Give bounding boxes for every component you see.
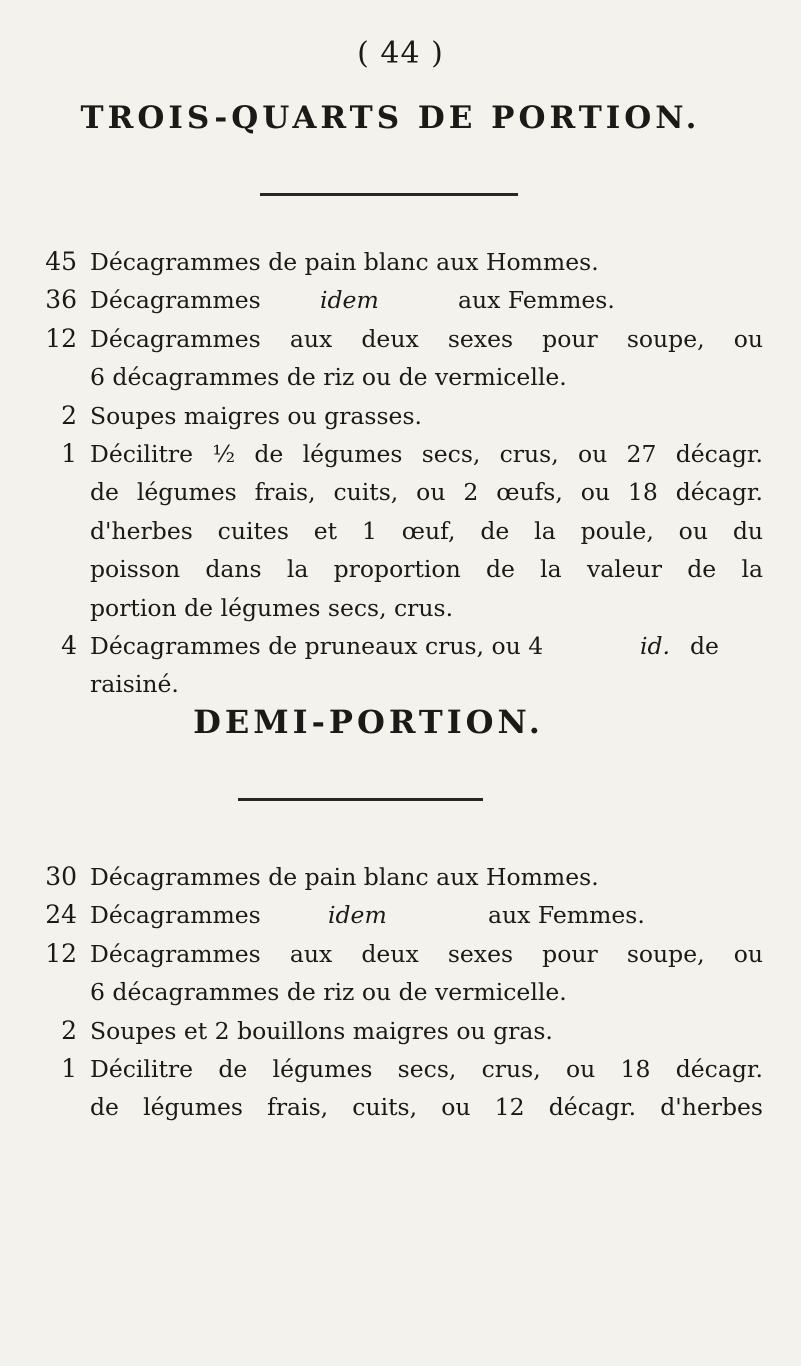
quantity: 36 bbox=[45, 285, 77, 315]
ration-line bbox=[0, 1088, 801, 1126]
ration-line bbox=[0, 243, 801, 281]
ration-text: Soupes maigres ou grasses. bbox=[90, 401, 422, 430]
quantity: 30 bbox=[45, 862, 77, 891]
ration-line bbox=[0, 665, 801, 703]
section-title-demi-portion: DEMI-PORTION. bbox=[193, 703, 544, 741]
quantity: 45 bbox=[45, 247, 77, 276]
ration-list-demi-portion bbox=[0, 858, 801, 1127]
ration-line bbox=[0, 358, 801, 396]
ration-text: de légumes frais, cuits, ou 12 décagr. d'herbes bbox=[90, 1093, 763, 1122]
ration-text: 6 décagrammes de riz ou de vermicelle. bbox=[90, 978, 567, 1007]
ration-text: Décilitre ½ de légumes secs, crus, ou 27 décagr. bbox=[90, 439, 763, 468]
ration-line bbox=[0, 896, 801, 934]
ration-text: portion de légumes secs, crus. bbox=[90, 593, 454, 622]
ration-line bbox=[0, 473, 801, 511]
quantity: 12 bbox=[45, 323, 77, 353]
ration-line bbox=[0, 1012, 801, 1050]
ration-line bbox=[0, 435, 801, 473]
ration-line bbox=[0, 973, 801, 1011]
ration-line bbox=[0, 550, 801, 588]
ration-line bbox=[0, 935, 801, 973]
ration-line bbox=[0, 320, 801, 358]
ration-text: Décagrammes bbox=[90, 286, 261, 315]
quantity: 2 bbox=[61, 400, 77, 430]
ration-text-italic: idem bbox=[328, 901, 387, 930]
ration-text: Décilitre de légumes secs, crus, ou 18 décagr. bbox=[90, 1054, 763, 1083]
section-divider bbox=[238, 798, 483, 801]
ration-text: poisson dans la proportion de la valeur de la bbox=[90, 555, 763, 584]
quantity: 1 bbox=[61, 438, 77, 468]
ration-text: de légumes frais, cuits, ou 2 œufs, ou 18 décagr. bbox=[90, 478, 763, 507]
ration-line bbox=[0, 281, 801, 319]
ration-text-italic: idem bbox=[320, 286, 379, 315]
page-number: ( 44 ) bbox=[357, 36, 444, 71]
ration-text: Soupes et 2 bouillons maigres ou gras. bbox=[90, 1016, 553, 1045]
ration-list-trois-quarts bbox=[0, 243, 801, 704]
ration-text-italic: id. bbox=[640, 631, 671, 660]
quantity: 24 bbox=[45, 900, 77, 930]
ration-line bbox=[0, 397, 801, 435]
ration-line bbox=[0, 589, 801, 627]
ration-text: raisiné. bbox=[90, 670, 179, 699]
quantity: 4 bbox=[61, 630, 77, 660]
ration-text: de bbox=[690, 631, 719, 660]
ration-text: Décagrammes de pain blanc aux Hommes. bbox=[90, 248, 599, 276]
ration-text: aux Femmes. bbox=[458, 286, 615, 315]
quantity: 1 bbox=[61, 1053, 77, 1083]
ration-text: Décagrammes aux deux sexes pour soupe, ou bbox=[90, 939, 763, 968]
section-divider bbox=[260, 193, 518, 196]
ration-text: Décagrammes bbox=[90, 901, 261, 930]
ration-text: aux Femmes. bbox=[488, 901, 645, 930]
ration-text: d'herbes cuites et 1 œuf, de la poule, ou du bbox=[90, 516, 763, 545]
ration-text: 6 décagrammes de riz ou de vermicelle. bbox=[90, 363, 567, 392]
ration-text: Décagrammes de pain blanc aux Hommes. bbox=[90, 863, 599, 891]
ration-line bbox=[0, 512, 801, 550]
quantity: 2 bbox=[61, 1015, 77, 1045]
quantity: 12 bbox=[45, 938, 77, 968]
ration-text: Décagrammes aux deux sexes pour soupe, ou bbox=[90, 324, 763, 353]
ration-line bbox=[0, 1050, 801, 1088]
ration-line bbox=[0, 858, 801, 896]
ration-line bbox=[0, 627, 801, 665]
section-title-trois-quarts: TROIS-QUARTS DE PORTION. bbox=[80, 100, 701, 136]
ration-text: Décagrammes de pruneaux crus, ou 4 bbox=[90, 631, 544, 660]
